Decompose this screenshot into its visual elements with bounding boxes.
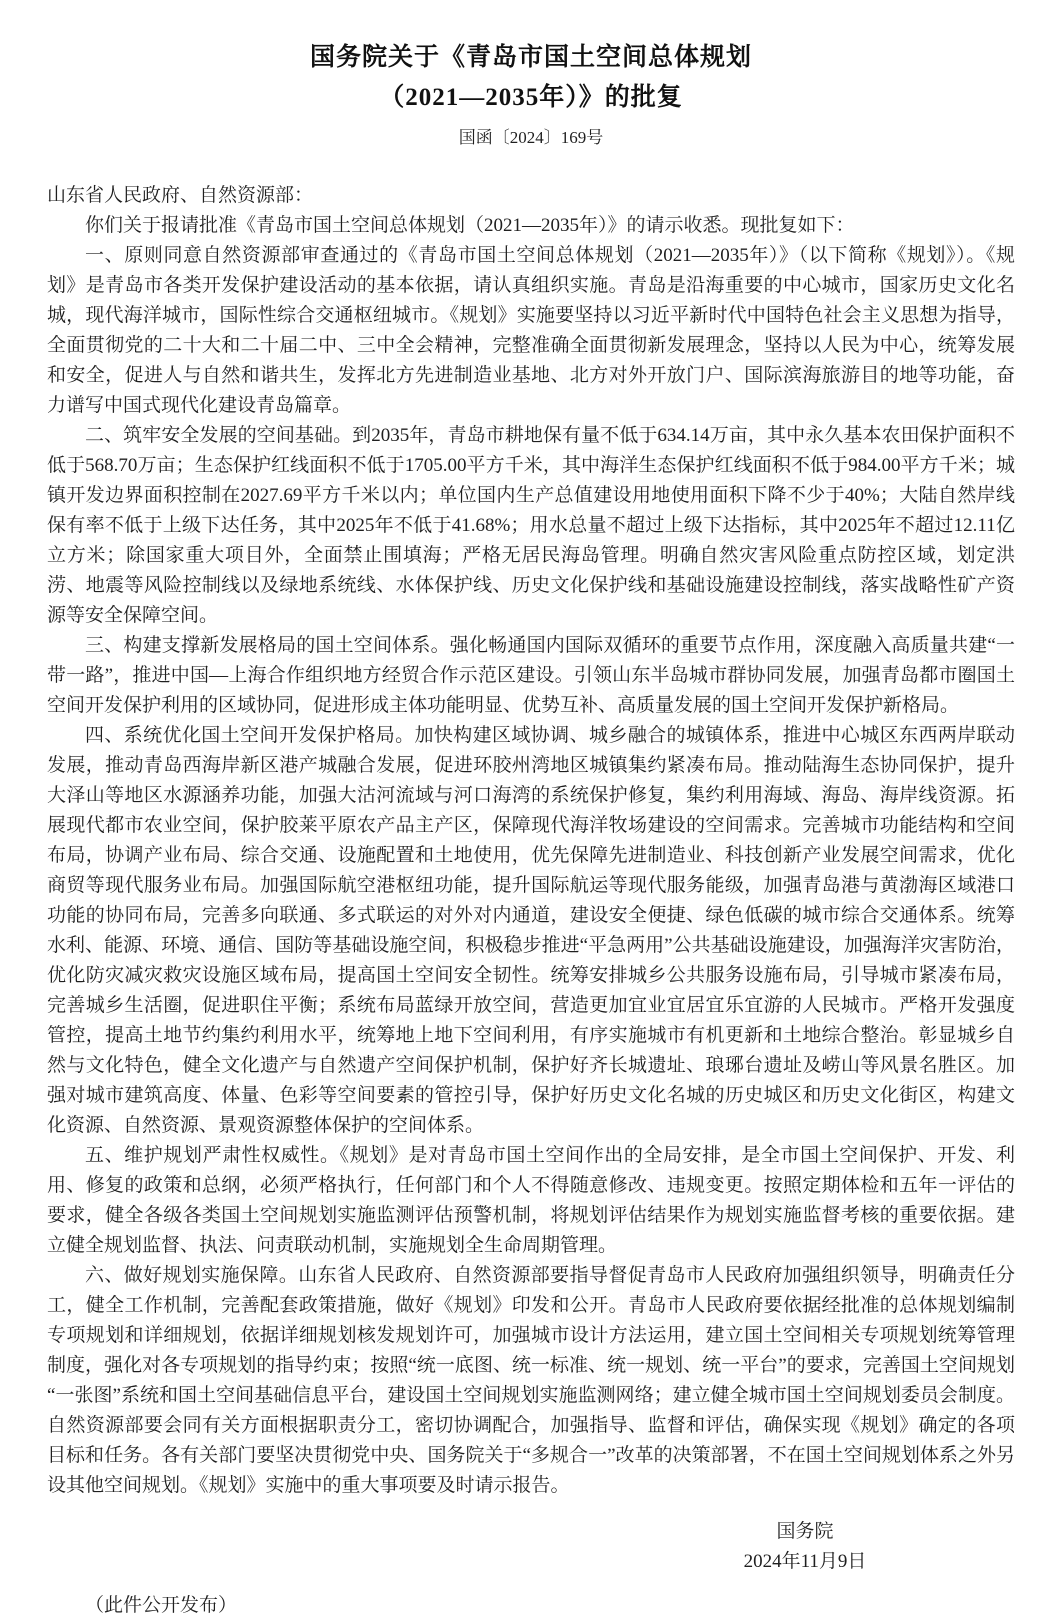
document-body [47, 181, 1015, 1501]
signature-signer: 国务院 [776, 1521, 834, 1542]
paragraph-section-3: 三、构建支撑新发展格局的国土空间体系。强化畅通国内国际双循环的重要节点作用，深度融入高质量共建“一带一路”，推进中国—上海合作组织地方经贸合作示范区建设。引领山东半岛城市群协同发展，加强青岛都市圈国土空间开发保护利用的区域协同，促进形成主体功能明显、优势互补、高质量发展的国土空间开发保护新格局。 [47, 635, 1015, 716]
title-line-2: （2021—2035年）》的批复 [379, 84, 683, 111]
signature-block [695, 1517, 915, 1577]
paragraph-section-5: 五、维护规划严肃性权威性。《规划》是对青岛市国土空间作出的全局安排，是全市国土空间保护、开发、利用、修复的政策和总纲，必须严格执行，任何部门和个人不得随意修改、违规变更。按照定期体检和五年一评估的要求，健全各级各类国土空间规划实施监测评估预警机制，将规划评估结果作为规划实施监督考核的重要依据。建立健全规划监督、执法、问责联动机制，实施规划全生命周期管理。 [47, 1145, 1015, 1256]
paragraph-section-2: 二、筑牢安全发展的空间基础。到2035年，青岛市耕地保有量不低于634.14万亩，其中永久基本农田保护面积不低于568.70万亩；生态保护红线面积不低于1705.00平方千米，其中海洋生态保护红线面积不低于984.00平方千米；城镇开发边界面积控制在2027.69平方千米以内；单位国内生产总值建设用地使用面积下降不少于40%；大陆自然岸线保有率不低于上级下达任务，其中2025年不低于41.68%；用水总量不超过上级下达指标，其中2025年不超过12.11亿立方米；除国家重大项目外，全面禁止围填海；严格无居民海岛管理。明确自然灾害风险重点防控区域，划定洪涝、地震等风险控制线以及绿地系统线、水体保护线、历史文化保护线和基础设施建设控制线，落实战略性矿产资源等安全保障空间。 [47, 425, 1015, 626]
paragraph-intro: 你们关于报请批准《青岛市国土空间总体规划（2021—2035年）》的请示收悉。现批复如下： [85, 215, 855, 236]
document-title [47, 38, 1015, 118]
document-number: 国函〔2024〕169号 [458, 128, 604, 147]
salutation: 山东省人民政府、自然资源部： [47, 185, 314, 206]
paragraph-section-4: 四、系统优化国土空间开发保护格局。加快构建区域协调、城乡融合的城镇体系，推进中心城区东西两岸联动发展，推动青岛西海岸新区港产城融合发展，促进环胶州湾地区城镇集约紧凑布局。推动陆海生态协同保护，提升大泽山等地区水源涵养功能，加强大沽河流域与河口海湾的系统保护修复，集约利用海域、海岛、海岸线资源。拓展现代都市农业空间，保护胶莱平原农产品主产区，保障现代海洋牧场建设的空间需求。完善城市功能结构和空间布局，协调产业布局、综合交通、设施配置和土地使用，优先保障先进制造业、科技创新产业发展空间需求，优化商贸等现代服务业布局。加强国际航空港枢纽功能，提升国际航运等现代服务能级，加强青岛港与黄渤海区域港口功能的协同布局，完善多向联通、多式联运的对外对内通道，建设安全便捷、绿色低碳的城市综合交通体系。统筹水利、能源、环境、通信、国防等基础设施空间，积极稳步推进“平急两用”公共基础设施建设，加强海洋灾害防治，优化防灾减灾救灾设施区域布局，提高国土空间安全韧性。统筹安排城乡公共服务设施布局，引导城市紧凑布局，完善城乡生活圈，促进职住平衡；系统布局蓝绿开放空间，营造更加宜业宜居宜乐宜游的人民城市。严格开发强度管控，提高土地节约集约利用水平，统筹地上地下空间利用，有序实施城市有机更新和土地综合整治。彰显城乡自然与文化特色，健全文化遗产与自然遗产空间保护机制，保护好齐长城遗址、琅琊台遗址及崂山等风景名胜区。加强对城市建筑高度、体量、色彩等空间要素的管控引导，保护好历史文化名城的历史城区和历史文化街区，构建文化资源、自然资源、景观资源整体保护的空间体系。 [47, 725, 1015, 1136]
footer-note: （此件公开发布） [85, 1595, 238, 1616]
signature-date: 2024年11月9日 [743, 1551, 867, 1572]
paragraph-section-1: 一、原则同意自然资源部审查通过的《青岛市国土空间总体规划（2021—2035年）》（以下简称《规划》）。《规划》是青岛市各类开发保护建设活动的基本依据，请认真组织实施。青岛是沿海重要的中心城市，国家历史文化名城，现代海洋城市，国际性综合交通枢纽城市。《规划》实施要坚持以习近平新时代中国特色社会主义思想为指导，全面贯彻党的二十大和二十届二中、三中全会精神，完整准确全面贯彻新发展理念，坚持以人民为中心，统筹发展和安全，促进人与自然和谐共生，发挥北方先进制造业基地、北方对外开放门户、国际滨海旅游目的地等功能，奋力谱写中国式现代化建设青岛篇章。 [47, 245, 1015, 416]
title-line-1: 国务院关于《青岛市国土空间总体规划 [309, 44, 752, 71]
paragraph-section-6: 六、做好规划实施保障。山东省人民政府、自然资源部要指导督促青岛市人民政府加强组织领导，明确责任分工，健全工作机制，完善配套政策措施，做好《规划》印发和公开。青岛市人民政府要依据经批准的总体规划编制专项规划和详细规划，依据详细规划核发规划许可，加强城市设计方法运用，建立国土空间相关专项规划统筹管理制度，强化对各专项规划的指导约束；按照“统一底图、统一标准、统一规划、统一平台”的要求，完善国土空间规划“一张图”系统和国土空间基础信息平台，建设国土空间规划实施监测网络；建立健全城市国土空间规划委员会制度。自然资源部要会同有关方面根据职责分工，密切协调配合，加强指导、监督和评估，确保实现《规划》确定的各项目标和任务。各有关部门要坚决贯彻党中央、国务院关于“多规合一”改革的决策部署，不在国土空间规划体系之外另设其他空间规划。《规划》实施中的重大事项要及时请示报告。 [47, 1265, 1015, 1496]
